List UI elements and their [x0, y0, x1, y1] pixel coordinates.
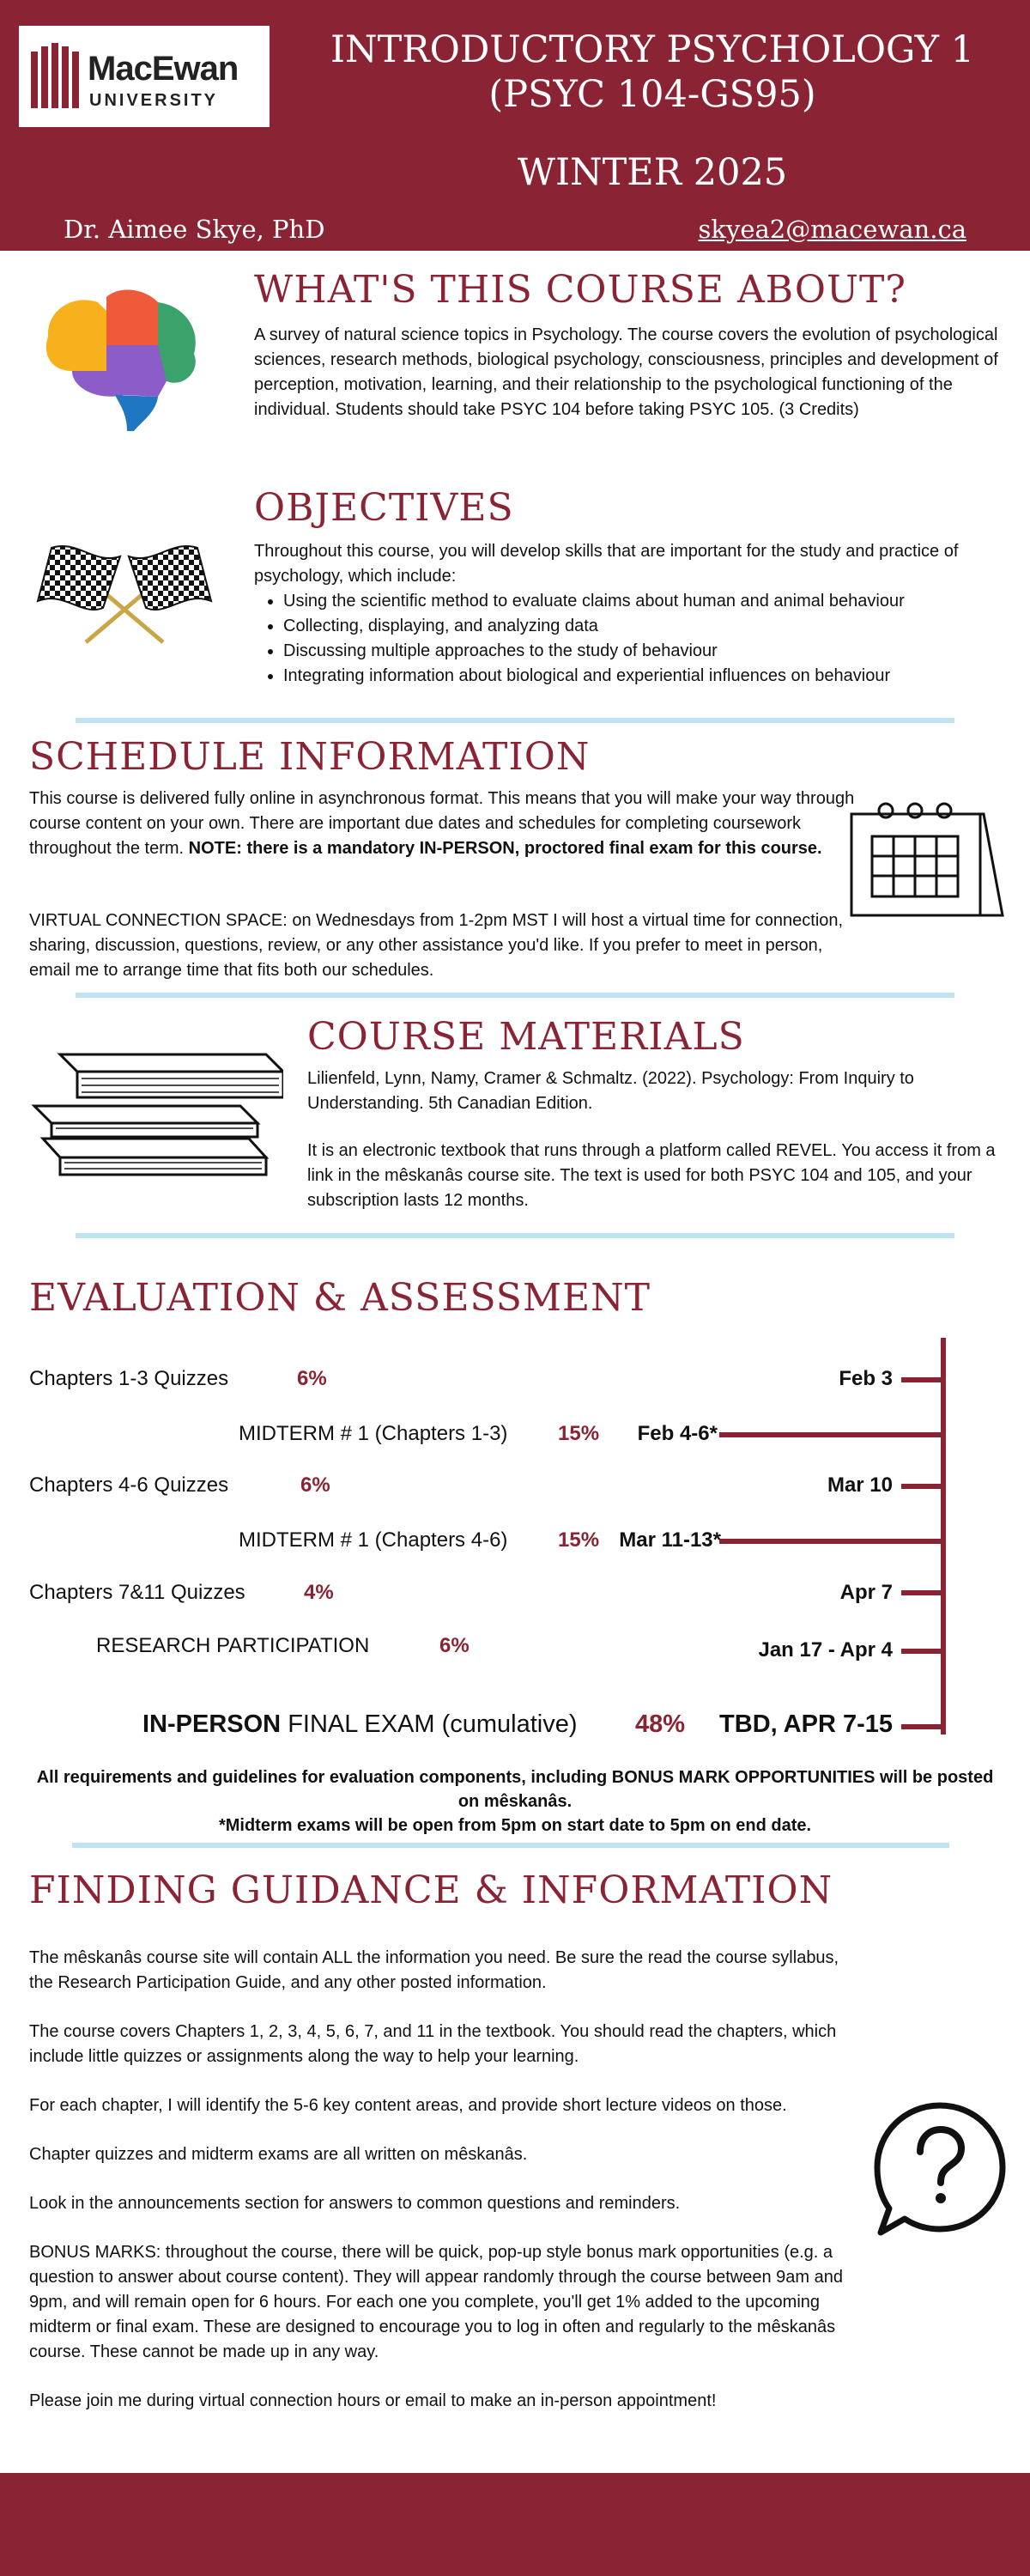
- about-body: A survey of natural science topics in Psychology. The course covers the evolution of psychological sciences, research methods, biological psychology, consciousness, principles and development of perception, motivation, learning, and their relationship to the psychological functioning of the individual. Students should take PSYC 104 before taking PSYC 105. (3 Credits): [254, 325, 998, 419]
- materials-heading: COURSE MATERIALS: [307, 1015, 745, 1059]
- evaluation-item-weight: 6%: [439, 1634, 470, 1657]
- schedule-text: This course is delivered fully online in asynchronous format. This means that you will make your way through course content on your own. There are important due dates and schedules for completing coursework throughout the term.: [29, 789, 855, 858]
- objective-item: • Discussing multiple approaches to the study of behaviour: [283, 639, 1009, 664]
- evaluation-item-label: Chapters 7&11 Quizzes: [29, 1581, 245, 1604]
- guidance-paragraph: Chapter quizzes and midterm exams are all written on mêskanâs.: [29, 2145, 528, 2164]
- objective-item: • Collecting, displaying, and analyzing data: [283, 614, 1009, 639]
- final-in-person-label: IN-PERSON: [142, 1710, 282, 1738]
- timeline-tick: [719, 1432, 942, 1437]
- evaluation-item-label: Chapters 1-3 Quizzes: [29, 1367, 229, 1390]
- schedule-note: NOTE: there is a mandatory IN-PERSON, proctored final exam for this course.: [188, 839, 822, 858]
- evaluation-item-date: Mar 11-13*: [619, 1528, 721, 1552]
- section-divider: [76, 993, 954, 998]
- materials-citation: Lilienfeld, Lynn, Namy, Cramer & Schmaltz. (2022). Psychology: From Inquiry to Understanding. 5th Canadian Edition.: [307, 1069, 914, 1113]
- guidance-heading: FINDING GUIDANCE & INFORMATION: [29, 1868, 833, 1912]
- evaluation-item-date: TBD, APR 7-15: [719, 1710, 893, 1738]
- timeline-axis: [941, 1338, 946, 1735]
- instructor-name: Dr. Aimee Skye, PhD: [64, 215, 325, 244]
- header-banner: [0, 0, 1030, 251]
- course-title-line1: INTRODUCTORY PSYCHOLOGY 1: [330, 28, 975, 71]
- midterm-note: *Midterm exams will be open from 5pm on start date to 5pm on end date.: [218, 1816, 812, 1835]
- logo-name: MacEwan: [88, 50, 239, 88]
- evaluation-item-date: Feb 4-6*: [637, 1422, 718, 1445]
- about-heading: WHAT'S THIS COURSE ABOUT?: [254, 268, 906, 312]
- timeline-tick: [901, 1649, 942, 1654]
- section-divider: [76, 718, 954, 723]
- guidance-paragraph: BONUS MARKS: throughout the course, there will be quick, pop-up style bonus mark opportunities (e.g. a question to answer about course content). They will appear randomly through the course between 9am and 9pm, and will remain open for 6 hours. For each one you complete, you'll get 1% added to the upcoming midterm or final exam. These are designed to encourage you to log in often and regularly to the mêskanâs course. These cannot be made up in any way.: [29, 2243, 843, 2361]
- question-bubble-icon: [870, 2099, 1009, 2241]
- evaluation-item-weight: 48%: [635, 1710, 686, 1738]
- evaluation-item-date: Mar 10: [827, 1473, 893, 1497]
- evaluation-item-label: MIDTERM # 1 (Chapters 1-3): [239, 1422, 508, 1445]
- macewan-logo: [19, 26, 270, 127]
- timeline-tick: [901, 1590, 942, 1595]
- logo-mark-icon: [31, 43, 81, 108]
- evaluation-item-date: Jan 17 - Apr 4: [758, 1638, 893, 1662]
- course-term: WINTER 2025: [517, 151, 788, 194]
- objective-item: • Using the scientific method to evaluate claims about human and animal behaviour: [283, 589, 1009, 614]
- guidance-paragraph: Please join me during virtual connection hours or email to make an in-person appointment!: [29, 2391, 717, 2410]
- evaluation-note: All requirements and guidelines for evaluation components, including BONUS MARK OPPORTUNITIES will be posted on mêskanâs.: [36, 1768, 994, 1811]
- guidance-content: [29, 1946, 862, 2414]
- evaluation-item-weight: 6%: [297, 1367, 327, 1390]
- evaluation-item-weight: 15%: [558, 1528, 600, 1552]
- timeline-tick: [901, 1724, 942, 1729]
- evaluation-item-weight: 6%: [300, 1473, 330, 1497]
- evaluation-item-weight: 15%: [558, 1422, 600, 1445]
- course-title-line2: (PSYC 104-GS95): [488, 73, 816, 116]
- guidance-paragraph: The course covers Chapters 1, 2, 3, 4, 5, 6, 7, and 11 in the textbook. You should read the chapters, which include little quizzes or assignments along the way to help your learning.: [29, 2022, 837, 2066]
- instructor-email-link[interactable]: skyea2@macewan.ca: [698, 215, 966, 244]
- section-divider: [72, 1843, 949, 1848]
- schedule-heading: SCHEDULE INFORMATION: [29, 735, 591, 779]
- objective-item: • Integrating information about biological and experiential influences on behaviour: [283, 664, 1009, 689]
- guidance-paragraph: Look in the announcements section for answers to common questions and reminders.: [29, 2194, 681, 2213]
- course-title: [283, 27, 1021, 117]
- books-icon: [26, 1037, 283, 1187]
- timeline-tick: [719, 1539, 942, 1544]
- objectives-heading: OBJECTIVES: [254, 486, 514, 530]
- materials-description: It is an electronic textbook that runs through a platform called REVEL. You access it from a link in the mêskanâs course site. The text is used for both PSYC 104 and 105, and your subscription lasts 12 months.: [307, 1141, 996, 1210]
- calendar-icon: [846, 802, 1008, 922]
- evaluation-item-date: Apr 7: [839, 1581, 893, 1604]
- section-divider: [76, 1233, 954, 1238]
- evaluation-heading: EVALUATION & ASSESSMENT: [29, 1276, 651, 1320]
- evaluation-item-weight: 4%: [304, 1581, 334, 1604]
- evaluation-item-date: Feb 3: [839, 1367, 893, 1390]
- timeline-tick: [901, 1484, 942, 1489]
- timeline-tick: [901, 1377, 942, 1382]
- evaluation-item-label: MIDTERM # 1 (Chapters 4-6): [239, 1528, 508, 1552]
- guidance-paragraph: The mêskanâs course site will contain ALL the information you need. Be sure the read the course syllabus, the Research Participation Guide, and any other posted information.: [29, 1948, 839, 1992]
- brain-icon: [38, 285, 206, 431]
- footer-band: [0, 2473, 1030, 2576]
- objectives-intro: Throughout this course, you will develop skills that are important for the study and practice of psychology, which include:: [254, 542, 959, 586]
- logo-subtitle: UNIVERSITY: [89, 91, 219, 110]
- evaluation-item-label: RESEARCH PARTICIPATION: [96, 1634, 370, 1657]
- evaluation-item-label: Chapters 4-6 Quizzes: [29, 1473, 229, 1497]
- evaluation-final-label: [142, 1710, 578, 1739]
- final-exam-label: FINAL EXAM (cumulative): [281, 1710, 578, 1738]
- checkered-flags-icon: [34, 539, 215, 651]
- schedule-paragraph-1: [29, 787, 862, 861]
- guidance-paragraph: For each chapter, I will identify the 5-6 key content areas, and provide short lecture videos on those.: [29, 2096, 787, 2115]
- schedule-paragraph-2: VIRTUAL CONNECTION SPACE: on Wednesdays from 1-2pm MST I will host a virtual time for connection, sharing, discussion, questions, review, or any other assistance you'd like. If you prefer to meet in person, email me to arrange time that fits both our schedules.: [29, 911, 844, 980]
- objectives-list: [254, 589, 1009, 689]
